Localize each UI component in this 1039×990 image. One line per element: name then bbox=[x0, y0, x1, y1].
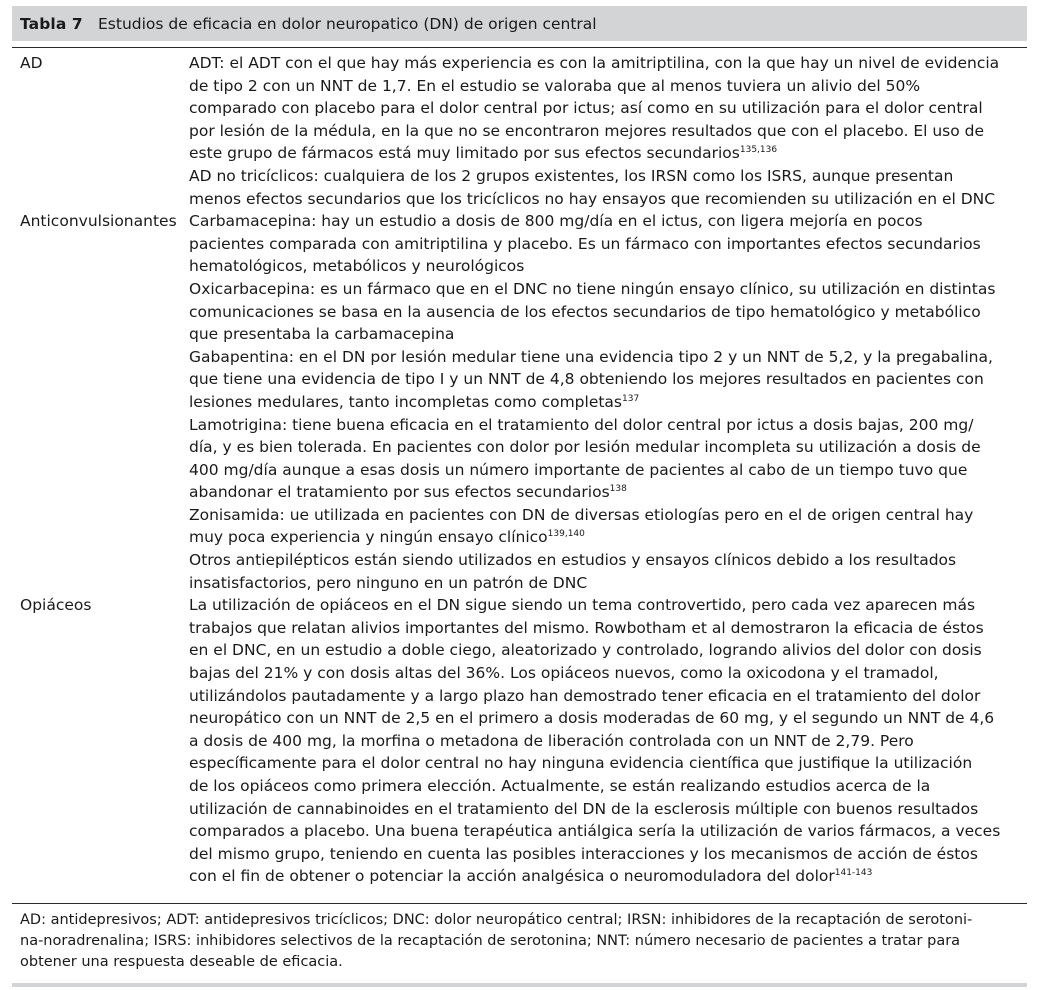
reference-superscript: 135,136 bbox=[739, 145, 778, 156]
row-content bbox=[189, 594, 1024, 888]
table-title: Estudios de eficacia en dolor neuropatico (DN) de origen central bbox=[98, 15, 597, 33]
text-line: de tipo 2 con un NNT de 1,7. En el estudio se valoraba que al menos tuviera un alivio del 50% bbox=[189, 76, 921, 95]
table-label: Tabla 7 bbox=[20, 15, 83, 33]
row-category: Anticonvulsionantes bbox=[20, 212, 177, 231]
reference-superscript: 141-143 bbox=[834, 868, 873, 879]
text-line: AD no tricíclicos: cualquiera de los 2 grupos existentes, los IRSN como los ISRS, aunque presentan bbox=[189, 166, 954, 185]
text-line: muy poca experiencia y ningún ensayo clínico$^{139,140}$ bbox=[189, 528, 585, 547]
text-line: neuropático con un NNT de 2,5 en el primero a dosis moderadas de 60 mg, y el segundo un NNT de 4,6 bbox=[189, 709, 995, 728]
row-category: AD bbox=[20, 54, 43, 72]
row-category: Opiáceos bbox=[20, 596, 92, 615]
text-line: comparado con placebo para el dolor central por ictus; así como en su utilización para el dolor central bbox=[189, 99, 983, 118]
text-line: bajas del 21% y con dosis altas del 36%. Los opiáceos nuevos, como la oxicodona y el tramadol, bbox=[189, 664, 939, 683]
text-line: que tiene una evidencia de tipo I y un NNT de 4,8 obteniendo los mejores resultados en pacientes con bbox=[189, 370, 984, 389]
text-line: de los opiáceos como primera elección. Actualmente, se están realizando estudios acerca de la bbox=[189, 777, 931, 795]
table-row-ad bbox=[20, 52, 1025, 210]
footer-rule bbox=[12, 903, 1027, 904]
text-line: pacientes comparada con amitriptilina y placebo. Es un fármaco con importantes efectos secundarios bbox=[189, 234, 981, 253]
text-line: del mismo grupo, teniendo en cuenta las posibles interacciones y los mecanismos de acción de éstos bbox=[189, 844, 978, 863]
row-content bbox=[189, 210, 1024, 594]
text-line: día, y es bien tolerada. En pacientes con dolor por lesión medular incompleta su utilización a dosis de bbox=[189, 438, 981, 457]
table-row-opiaceos bbox=[20, 594, 1025, 888]
text-line: este grupo de fármacos está muy limitado por sus efectos secundarios$^{135,136}$ bbox=[189, 144, 778, 163]
text-line: hematológicos, metabólicos y neurológicos bbox=[189, 257, 525, 276]
text-line: La utilización de opiáceos en el DN sigue siendo un tema controvertido, pero cada vez aparecen más bbox=[189, 596, 976, 615]
text-line: insatisfactorios, pero ninguno en un patrón de DNC bbox=[189, 573, 588, 592]
footnote-line: obtener una respuesta deseable de eficacia. bbox=[20, 954, 343, 970]
text-line: trabajos que relatan alivios importantes del mismo. Rowbotham et al demostraron la eficacia de éstos bbox=[189, 618, 984, 637]
text-line: Lamotrigina: tiene buena eficacia en el tratamiento del dolor central por ictus a dosis bajas, 200 mg/ bbox=[189, 415, 974, 434]
header-rule bbox=[12, 47, 1027, 48]
text-line: ADT: el ADT con el que hay más experiencia es con la amitriptilina, con la que hay un nivel de evidencia bbox=[189, 54, 1000, 72]
reference-superscript: 139,140 bbox=[547, 529, 585, 540]
bottom-shade-bar bbox=[12, 983, 1027, 987]
text-line: comunicaciones se basa en la ausencia de los efectos secundarios de tipo hematológico y metabólico bbox=[189, 302, 981, 321]
table-footnote bbox=[20, 910, 1025, 973]
text-line: con el fin de obtener o potenciar la acción analgésica o neuromoduladora del dolor$^{141-143}$ bbox=[189, 867, 873, 886]
reference-superscript: 138 bbox=[609, 484, 627, 495]
text-line: que presentaba la carbamacepina bbox=[189, 325, 455, 344]
text-line: Carbamacepina: hay un estudio a dosis de 800 mg/día en el ictus, con ligera mejoría en pocos bbox=[189, 212, 923, 231]
text-line: 400 mg/día aunque a esas dosis un número importante de pacientes al cabo de un tiempo tuvo que bbox=[189, 460, 968, 479]
text-line: abandonar el tratamiento por sus efectos secundarios$^{138}$ bbox=[189, 483, 627, 502]
text-line: específicamente para el dolor central no hay ninguna evidencia científica que justifique la utilización bbox=[189, 754, 973, 773]
text-line: comparados a placebo. Una buena terapéutica antiálgica sería la utilización de varios fármacos, a veces bbox=[189, 822, 1001, 841]
row-content bbox=[189, 52, 1024, 210]
text-line: por lesión de la médula, en la que no se encontraron mejores resultados que con el placebo. El uso de bbox=[189, 121, 985, 140]
text-line: Zonisamida: ue utilizada en pacientes con DN de diversas etiologías pero en el de origen central hay bbox=[189, 505, 974, 524]
table-caption-bar bbox=[12, 6, 1027, 41]
table-row-anticonvulsionantes bbox=[20, 210, 1025, 594]
reference-superscript: 137 bbox=[622, 393, 640, 404]
text-line: Gabapentina: en el DN por lesión medular tiene una evidencia tipo 2 y un NNT de 5,2, y la pregabalina, bbox=[189, 347, 993, 366]
footnote-line: AD: antidepresivos; ADT: antidepresivos tricíclicos; DNC: dolor neuropático central; IRSN: inhibidores de la recaptación de serotoni- bbox=[20, 912, 973, 928]
text-line: utilizándolos pautadamente y a largo plazo han demostrado tener eficacia en el tratamiento del dolor bbox=[189, 686, 981, 705]
table-body bbox=[20, 52, 1025, 888]
text-line: Oxicarbacepina: es un fármaco que en el DNC no tiene ningún ensayo clínico, su utilización en distintas bbox=[189, 279, 996, 298]
text-line: Otros antiepilépticos están siendo utilizados en estudios y ensayos clínicos debido a los resultados bbox=[189, 551, 957, 570]
text-line: utilización de cannabinoides en el tratamiento del DN de la esclerosis múltiple con buenos resultados bbox=[189, 799, 979, 818]
text-line: menos efectos secundarios que los tricíclicos no hay ensayos que recomienden su utilización en el DNC bbox=[189, 189, 996, 208]
text-line: lesiones medulares, tanto incompletas como completas$^{137}$ bbox=[189, 392, 640, 411]
footnote-line: na-noradrenalina; ISRS: inhibidores selectivos de la recaptación de serotonina; NNT: número necesario de pacientes a tratar para bbox=[20, 933, 961, 949]
text-line: en el DNC, en un estudio a doble ciego, aleatorizado y controlado, logrando alivios del dolor con dosis bbox=[189, 641, 982, 660]
text-line: a dosis de 400 mg, la morfina o metadona de liberación controlada con un NNT de 2,79. Pero bbox=[189, 731, 914, 750]
